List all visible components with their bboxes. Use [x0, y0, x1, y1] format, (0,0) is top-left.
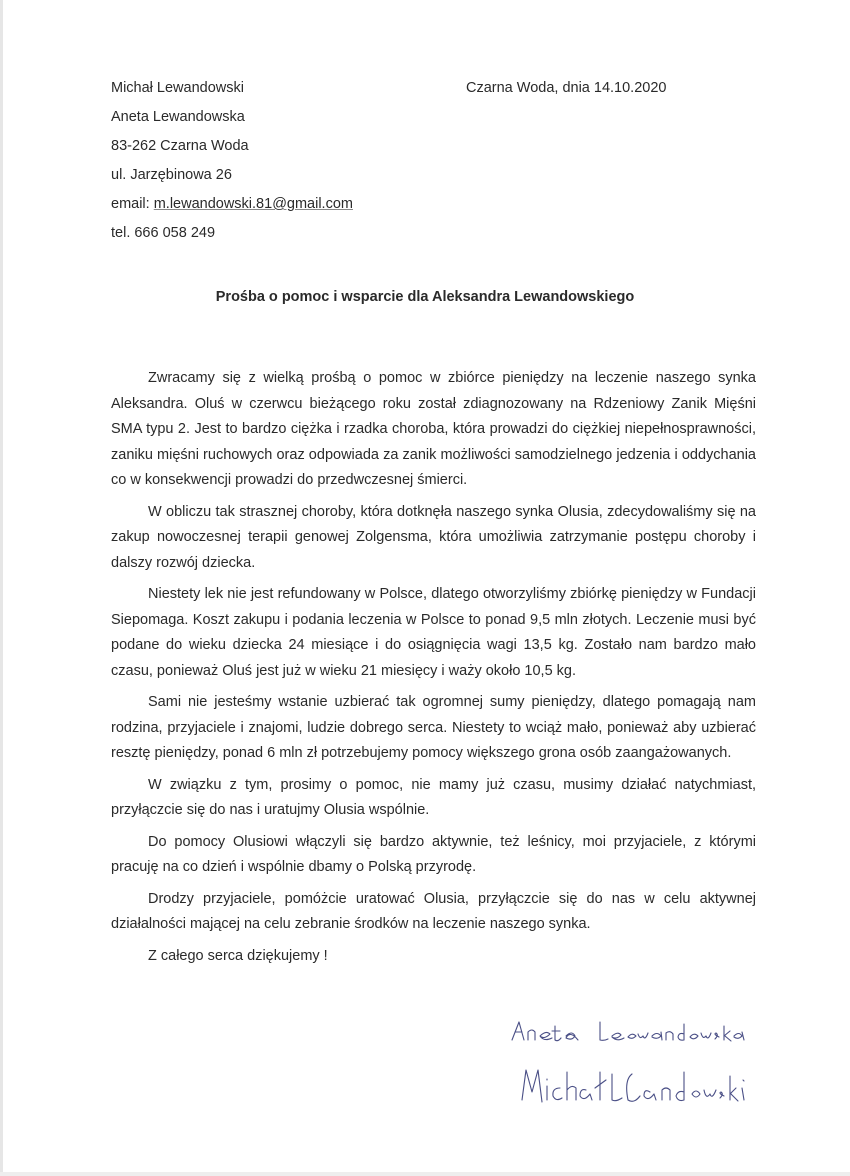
body-paragraph-5: W związku z tym, prosimy o pomoc, nie mamy już czasu, musimy działać natychmiast, przyłączcie się do nas i uratujmy Olusia wspólnie. [111, 776, 756, 818]
signature-aneta [512, 1022, 744, 1041]
scan-edge-shadow [0, 0, 3, 1176]
closing-line: Z całego serca dziękujemy ! [148, 947, 328, 964]
sender-email-line [111, 190, 353, 219]
body-paragraph-7: Drodzy przyjaciele, pomóżcie uratować Olusia, przyłączcie się do nas w celu aktywnej działalności mającej na celu zebranie środków na leczenie naszego synka. [111, 890, 756, 932]
place-and-date: Czarna Woda, dnia 14.10.2020 [466, 80, 667, 96]
letter-title: Prośba o pomoc i wsparcie dla Aleksandra Lewandowskiego [215, 289, 635, 305]
body-paragraph-4: Sami nie jesteśmy wstanie uzbierać tak ogromnej sumy pieniędzy, dlatego pomagają nam rodzina, przyjaciele i znajomi, ludzie dobrego serca. Niestety to wciąż mało, ponieważ aby uzbierać resztę pieniędzy, ponad 6 mln zł potrzebujemy pomocy większego grona osób zaangażowanych. [111, 694, 756, 761]
sender-name-1: Michał Lewandowski [111, 80, 244, 96]
body-paragraph-3: Niestety lek nie jest refundowany w Polsce, dlatego otworzyliśmy zbiórkę pieniędzy w Fundacji Siepomaga. Koszt zakupu i podania leczenia w Polsce to ponad 9,5 mln złotych. Leczenie musi być podane do wieku dziecka 24 miesiące i do osiągnięcia wagi 13,5 kg. Zostało nam bardzo mało czasu, ponieważ Oluś jest już w wieku 21 miesięcy i waży około 10,5 kg. [111, 586, 756, 679]
email-label: email: [111, 196, 150, 212]
signature-michal [522, 1070, 744, 1102]
sender-address-block [111, 74, 353, 248]
handwritten-signatures [500, 1010, 770, 1120]
signatures-drawing [500, 1010, 770, 1120]
sender-name-2: Aneta Lewandowska [111, 109, 245, 125]
sender-phone: tel. 666 058 249 [111, 225, 216, 241]
letter-body [111, 366, 756, 975]
email-address: m.lewandowski.81@gmail.com [153, 196, 353, 212]
body-paragraph-6: Do pomocy Olusiowi włączyli się bardzo aktywnie, też leśnicy, moi przyjaciele, z którymi pracuję na co dzień i wspólnie dbamy o Polską przyrodę. [111, 833, 756, 875]
sender-postal-code: 83-262 Czarna Woda [111, 138, 249, 154]
sender-street: ul. Jarzębinowa 26 [111, 167, 232, 183]
body-paragraph-1: Zwracamy się z wielką prośbą o pomoc w zbiórce pieniędzy na leczenie naszego synka Aleksandra. Oluś w czerwcu bieżącego roku został zdiagnozowany na Rdzeniowy Zanik Mięśni SMA typu 2. Jest to bardzo ciężka i rzadka choroba, która prowadzi do ciężkiej niepełnosprawności, zaniku mięśni ruchowych oraz odpowiada za zanik możliwości samodzielnego jedzenia i oddychania co w konsekwencji prowadzi do przedwczesnej śmierci. [111, 370, 756, 488]
scan-bottom-shadow [0, 1172, 850, 1176]
body-paragraph-2: W obliczu tak strasznej choroby, która dotknęła naszego synka Olusia, zdecydowaliśmy się na zakup nowoczesnej terapii genowej Zolgensma, która umożliwia zatrzymanie postępu choroby i dalszy rozwój dziecka. [111, 503, 756, 571]
